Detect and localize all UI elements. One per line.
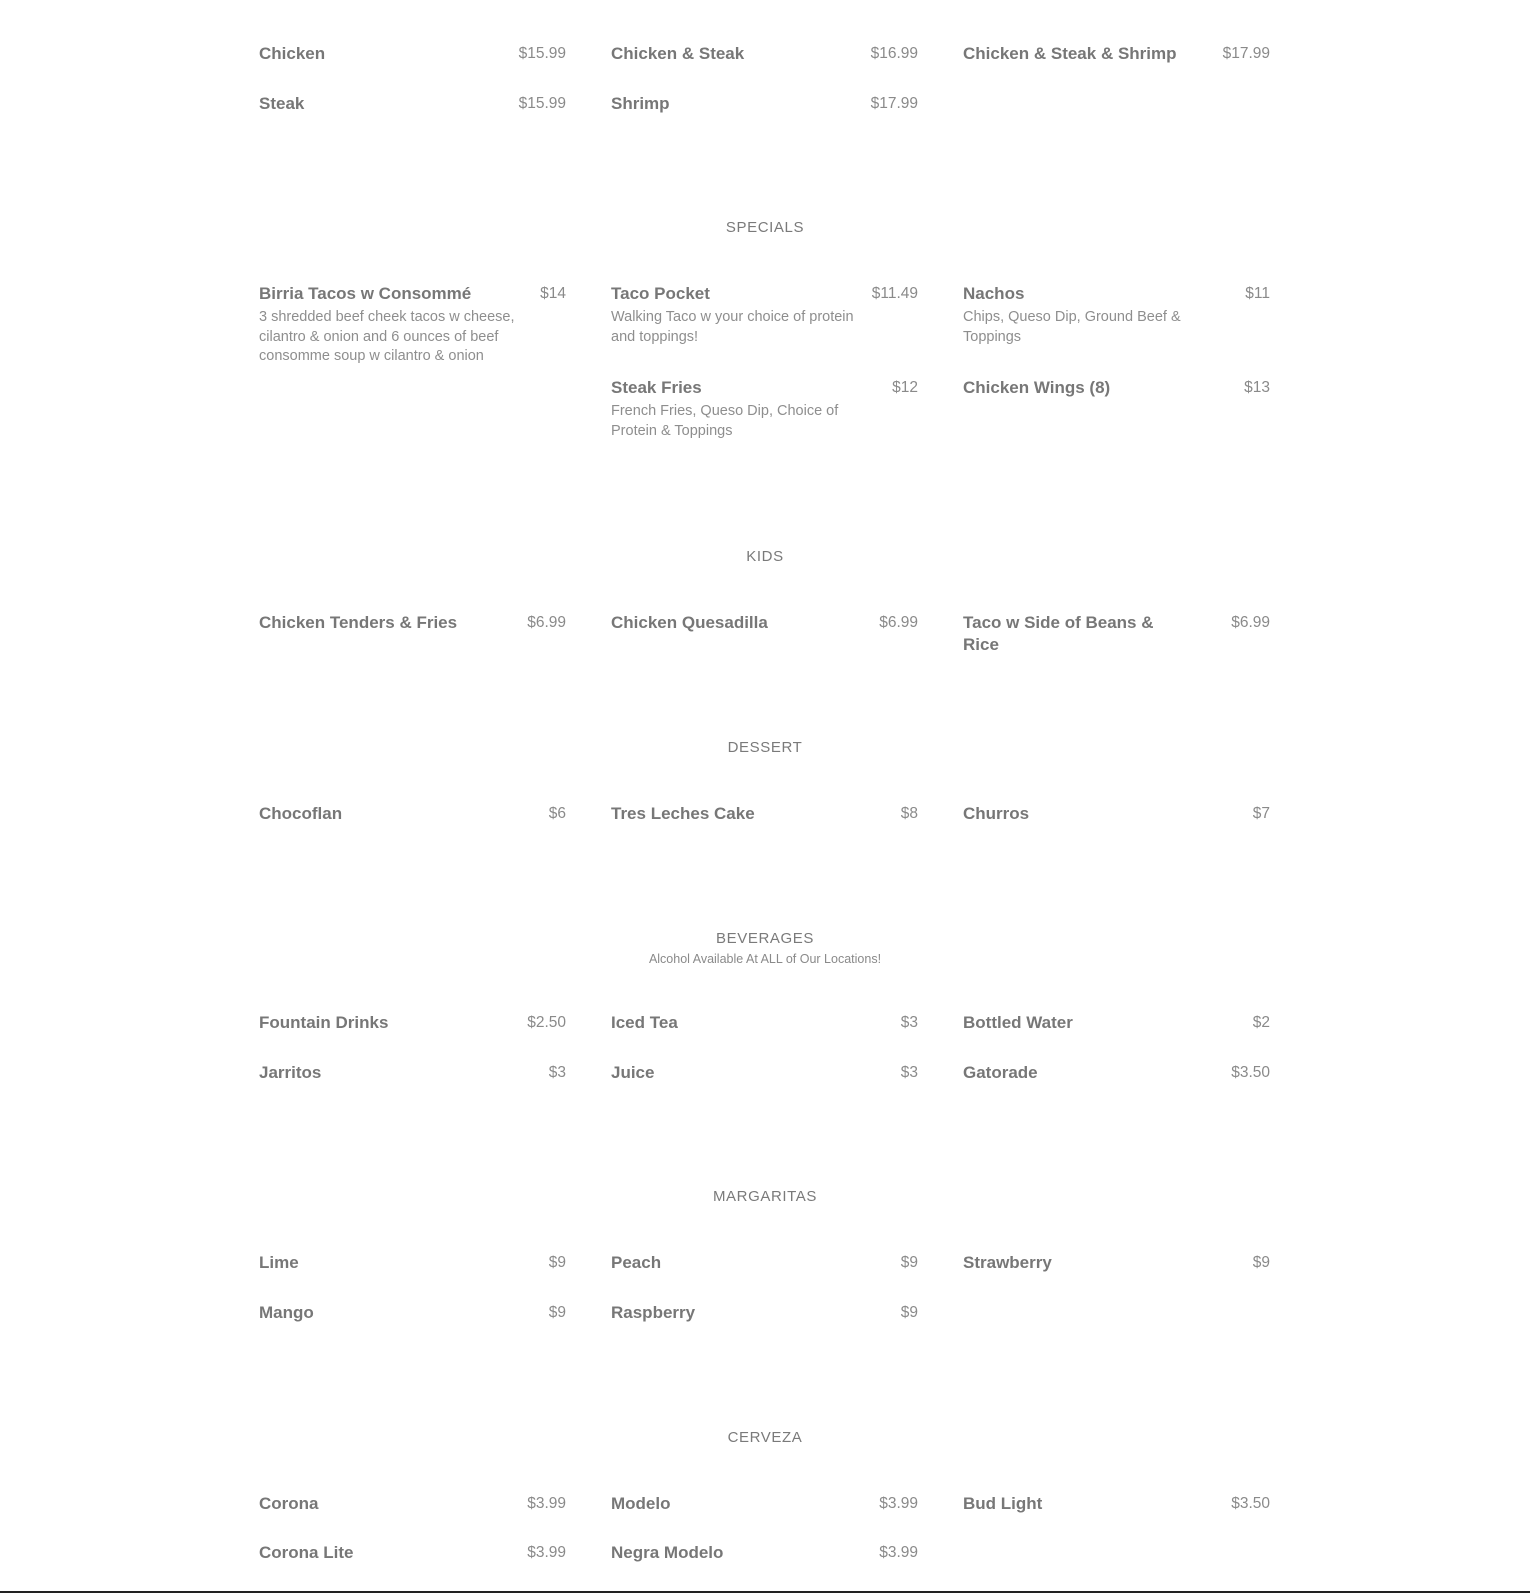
item-price: $15.99 [518, 95, 566, 112]
item-name: Shrimp [611, 94, 670, 113]
menu-item [963, 803, 1270, 825]
item-name: Steak [259, 94, 305, 113]
item-name: Birria Tacos w Consommé [259, 284, 472, 303]
menu-item [611, 1252, 918, 1274]
item-price: $3.99 [527, 1544, 566, 1561]
item-name: Taco w Side of Beans & Rice [963, 613, 1154, 654]
item-name: Peach [611, 1253, 662, 1272]
menu-item [611, 1012, 918, 1034]
section-title-cerveza: CERVEZA [727, 1429, 803, 1446]
item-price: $9 [548, 1304, 566, 1321]
item-name: Iced Tea [611, 1013, 678, 1032]
item-price: $8 [900, 805, 918, 822]
item-name: Tres Leches Cake [611, 804, 755, 823]
item-price: $13 [1244, 379, 1270, 396]
item-price: $6.99 [879, 614, 918, 631]
item-price: $3.50 [1231, 1064, 1270, 1081]
menu-item [259, 1542, 566, 1564]
section-title-specials: SPECIALS [725, 219, 805, 236]
item-name: Chicken & Steak & Shrimp [963, 44, 1177, 63]
item-price: $6.99 [1231, 614, 1270, 631]
item-price: $2.50 [527, 1014, 566, 1031]
item-name: Chicken & Steak [611, 44, 745, 63]
menu-item [259, 1062, 566, 1084]
item-price: $3.99 [879, 1544, 918, 1561]
item-price: $9 [900, 1304, 918, 1321]
menu-item [259, 43, 566, 65]
item-price: $7 [1252, 805, 1270, 822]
item-price: $17.99 [1222, 45, 1270, 62]
item-name: Chicken Tenders & Fries [259, 613, 458, 632]
item-name: Chicken Wings (8) [963, 378, 1111, 397]
item-name: Strawberry [963, 1253, 1052, 1272]
menu-item [963, 1493, 1270, 1515]
menu-item [259, 803, 566, 825]
item-name: Bottled Water [963, 1013, 1073, 1032]
menu-item [259, 1252, 566, 1274]
item-price: $3 [548, 1064, 566, 1081]
item-price: $12 [892, 379, 918, 396]
menu-item [611, 1542, 918, 1564]
item-price: $2 [1252, 1014, 1270, 1031]
menu-item [259, 612, 566, 634]
item-price: $14 [540, 285, 566, 302]
section-title-margaritas: MARGARITAS [712, 1188, 818, 1205]
item-price: $3 [900, 1014, 918, 1031]
menu-item [611, 612, 918, 634]
item-price: $3 [900, 1064, 918, 1081]
item-price: $9 [900, 1254, 918, 1271]
item-name: Mango [259, 1303, 314, 1322]
menu-item [963, 1012, 1270, 1034]
item-name: Corona [259, 1494, 319, 1513]
item-name: Juice [611, 1063, 655, 1082]
menu-item [963, 612, 1270, 656]
menu-item [963, 1252, 1270, 1274]
item-price: $3.99 [527, 1495, 566, 1512]
item-price: $17.99 [870, 95, 918, 112]
item-price: $6 [548, 805, 566, 822]
item-description: 3 shredded beef cheek tacos w cheese, cilantro & onion and 6 ounces of beef consomme soup w cilantro & onion [259, 309, 515, 364]
item-name: Corona Lite [259, 1543, 354, 1562]
menu-item [611, 1062, 918, 1084]
item-name: Nachos [963, 284, 1025, 303]
menu-item [963, 1062, 1270, 1084]
item-name: Steak Fries [611, 378, 702, 397]
item-price: $9 [548, 1254, 566, 1271]
item-price: $11 [1245, 285, 1270, 302]
item-name: Raspberry [611, 1303, 696, 1322]
menu-item [611, 377, 918, 441]
item-name: Negra Modelo [611, 1543, 724, 1562]
section-title-beverages: BEVERAGES [716, 930, 814, 947]
menu-item [611, 283, 918, 347]
item-name: Modelo [611, 1494, 671, 1513]
item-name: Taco Pocket [611, 284, 710, 303]
item-description: Chips, Queso Dip, Ground Beef & Toppings [963, 309, 1181, 345]
menu-item [963, 43, 1270, 65]
menu-item [611, 93, 918, 115]
item-name: Jarritos [259, 1063, 322, 1082]
item-name: Chocoflan [259, 804, 343, 823]
item-name: Chicken [259, 44, 326, 63]
menu-item [259, 1012, 566, 1034]
section-title-dessert: DESSERT [727, 739, 803, 756]
menu-item [611, 1493, 918, 1515]
menu-item [611, 1302, 918, 1324]
item-price: $3.99 [879, 1495, 918, 1512]
menu-item [259, 1302, 566, 1324]
item-name: Gatorade [963, 1063, 1038, 1082]
menu-item [611, 803, 918, 825]
menu-item [963, 377, 1270, 399]
item-name: Fountain Drinks [259, 1013, 389, 1032]
item-name: Lime [259, 1253, 299, 1272]
item-name: Chicken Quesadilla [611, 613, 768, 632]
menu-item [259, 1493, 566, 1515]
item-price: $6.99 [527, 614, 566, 631]
item-price: $16.99 [870, 45, 918, 62]
menu-item [259, 93, 566, 115]
item-price: $3.50 [1231, 1495, 1270, 1512]
item-description: French Fries, Queso Dip, Choice of Protein & Toppings [611, 403, 839, 439]
item-name: Bud Light [963, 1494, 1043, 1513]
item-description: Walking Taco w your choice of protein and toppings! [611, 309, 854, 345]
item-price: $15.99 [518, 45, 566, 62]
item-price: $9 [1252, 1254, 1270, 1271]
menu-item [611, 43, 918, 65]
section-subtitle-beverages: Alcohol Available At ALL of Our Locations! [648, 952, 882, 966]
item-name: Churros [963, 804, 1030, 823]
menu-item [259, 283, 566, 367]
item-price: $11.49 [871, 285, 918, 302]
menu-item [963, 283, 1270, 347]
section-title-kids: KIDS [746, 548, 784, 565]
